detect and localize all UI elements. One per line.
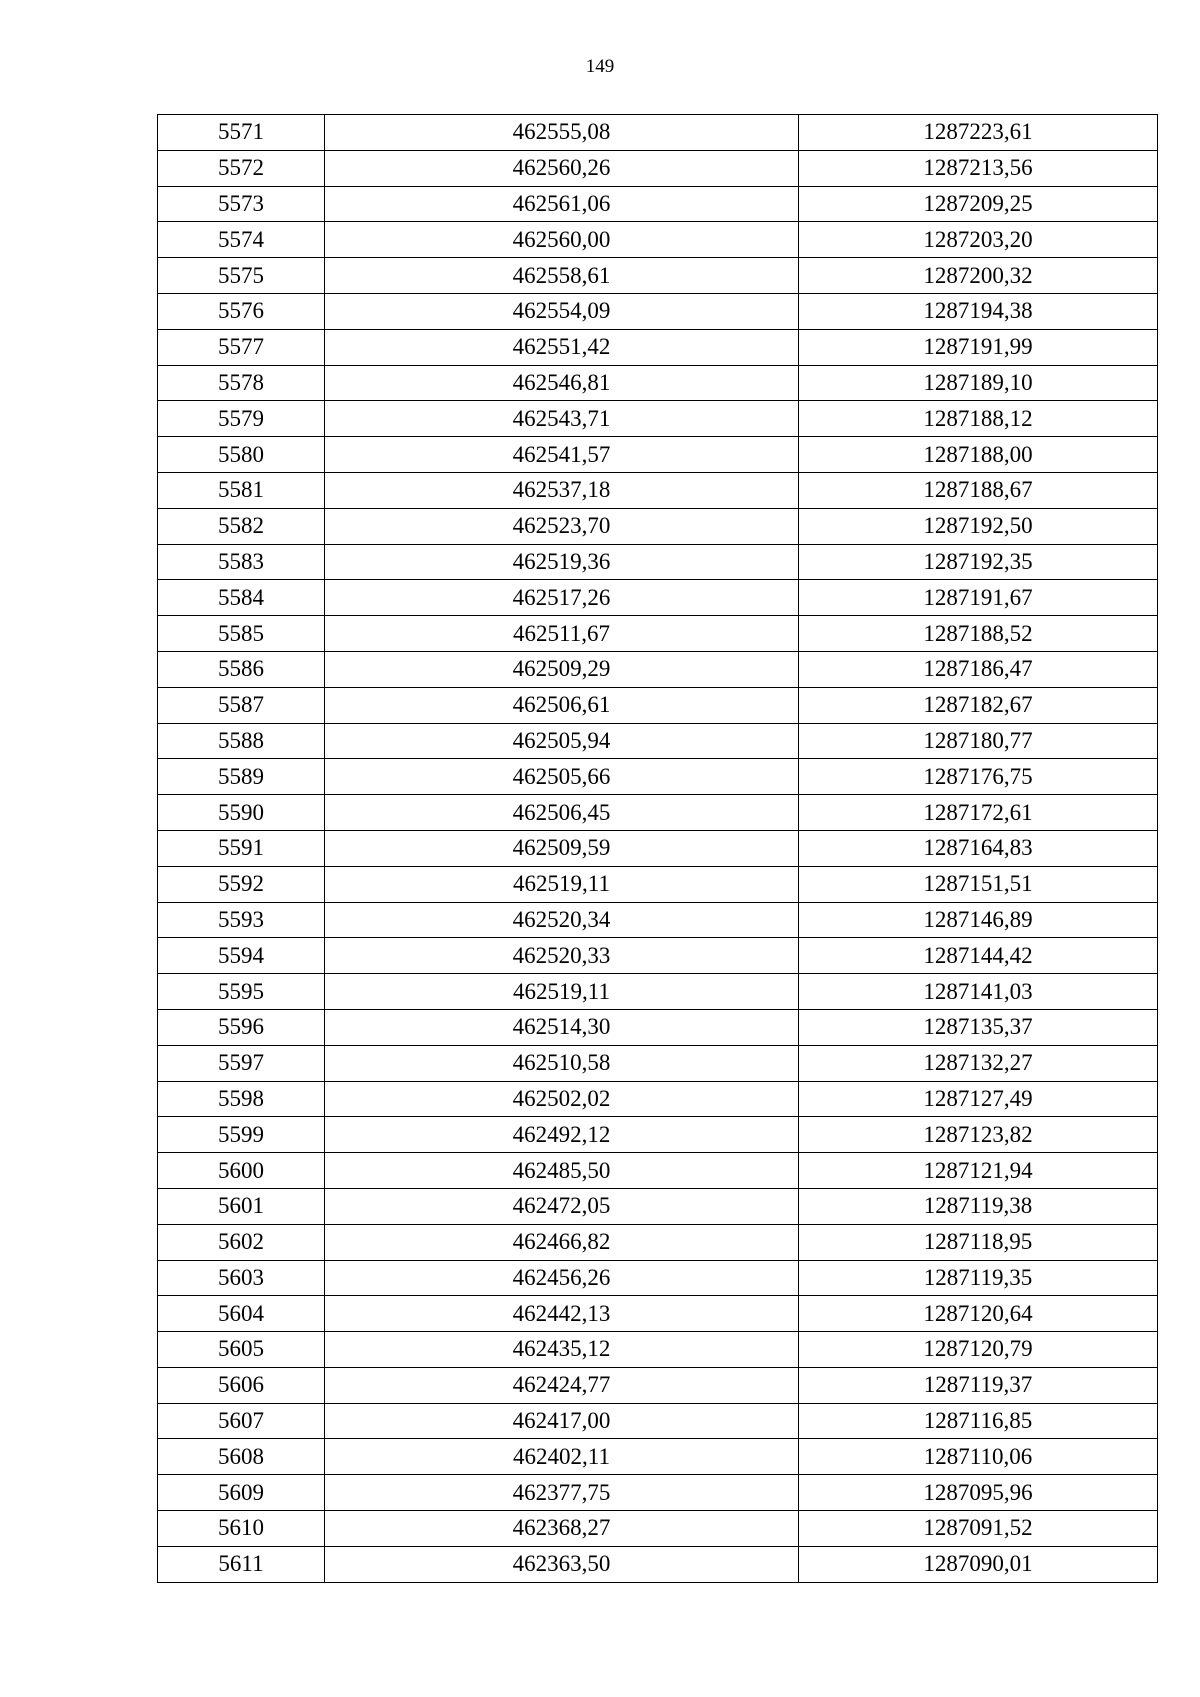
point-number-cell: 5602 [158,1224,325,1260]
y-coordinate-cell: 1287132,27 [799,1045,1158,1081]
table-row [158,1511,1158,1547]
y-coordinate-cell: 1287119,38 [799,1188,1158,1224]
point-number-cell: 5577 [158,329,325,365]
point-number-cell: 5604 [158,1296,325,1332]
y-coordinate-cell: 1287110,06 [799,1439,1158,1475]
y-coordinate-cell: 1287120,64 [799,1296,1158,1332]
point-number-cell: 5606 [158,1367,325,1403]
table-row [158,1117,1158,1153]
page-number: 149 [585,56,615,77]
x-coordinate-cell: 462519,11 [325,974,799,1010]
y-coordinate-cell: 1287188,12 [799,401,1158,437]
table-row [158,1260,1158,1296]
x-coordinate-cell: 462363,50 [325,1546,799,1582]
y-coordinate-cell: 1287180,77 [799,723,1158,759]
point-number-cell: 5605 [158,1332,325,1368]
table-row [158,1045,1158,1081]
point-number-cell: 5581 [158,472,325,508]
y-coordinate-cell: 1287188,67 [799,472,1158,508]
point-number-cell: 5596 [158,1009,325,1045]
x-coordinate-cell: 462560,26 [325,150,799,186]
table-row [158,1332,1158,1368]
x-coordinate-cell: 462424,77 [325,1367,799,1403]
point-number-cell: 5573 [158,186,325,222]
point-number-cell: 5579 [158,401,325,437]
table-row [158,1188,1158,1224]
point-number-cell: 5607 [158,1403,325,1439]
point-number-cell: 5578 [158,365,325,401]
table-row [158,186,1158,222]
point-number-cell: 5591 [158,830,325,866]
point-number-cell: 5593 [158,902,325,938]
x-coordinate-cell: 462509,29 [325,651,799,687]
x-coordinate-cell: 462554,09 [325,293,799,329]
table-row [158,902,1158,938]
point-number-cell: 5580 [158,437,325,473]
x-coordinate-cell: 462520,34 [325,902,799,938]
x-coordinate-cell: 462492,12 [325,1117,799,1153]
table-row [158,651,1158,687]
table-row [158,1009,1158,1045]
point-number-cell: 5574 [158,222,325,258]
x-coordinate-cell: 462510,58 [325,1045,799,1081]
y-coordinate-cell: 1287223,61 [799,115,1158,151]
y-coordinate-cell: 1287186,47 [799,651,1158,687]
table-row [158,293,1158,329]
point-number-cell: 5611 [158,1546,325,1582]
x-coordinate-cell: 462543,71 [325,401,799,437]
point-number-cell: 5584 [158,580,325,616]
table-row [158,795,1158,831]
point-number-cell: 5575 [158,258,325,294]
table-row [158,1403,1158,1439]
table-row [158,437,1158,473]
table-row [158,616,1158,652]
y-coordinate-cell: 1287144,42 [799,938,1158,974]
table-row [158,830,1158,866]
x-coordinate-cell: 462506,61 [325,687,799,723]
table-row [158,1475,1158,1511]
table-row [158,1224,1158,1260]
x-coordinate-cell: 462506,45 [325,795,799,831]
point-number-cell: 5592 [158,866,325,902]
y-coordinate-cell: 1287135,37 [799,1009,1158,1045]
point-number-cell: 5583 [158,544,325,580]
x-coordinate-cell: 462505,66 [325,759,799,795]
point-number-cell: 5594 [158,938,325,974]
table-row [158,472,1158,508]
table-row [158,222,1158,258]
point-number-cell: 5610 [158,1511,325,1547]
point-number-cell: 5586 [158,651,325,687]
x-coordinate-cell: 462377,75 [325,1475,799,1511]
y-coordinate-cell: 1287127,49 [799,1081,1158,1117]
table-row [158,1081,1158,1117]
table-row [158,365,1158,401]
table-row [158,759,1158,795]
y-coordinate-cell: 1287176,75 [799,759,1158,795]
y-coordinate-cell: 1287118,95 [799,1224,1158,1260]
table-row [158,544,1158,580]
x-coordinate-cell: 462466,82 [325,1224,799,1260]
x-coordinate-cell: 462555,08 [325,115,799,151]
point-number-cell: 5598 [158,1081,325,1117]
y-coordinate-cell: 1287164,83 [799,830,1158,866]
y-coordinate-cell: 1287188,00 [799,437,1158,473]
x-coordinate-cell: 462417,00 [325,1403,799,1439]
table-row [158,866,1158,902]
y-coordinate-cell: 1287151,51 [799,866,1158,902]
point-number-cell: 5585 [158,616,325,652]
y-coordinate-cell: 1287095,96 [799,1475,1158,1511]
y-coordinate-cell: 1287119,35 [799,1260,1158,1296]
x-coordinate-cell: 462551,42 [325,329,799,365]
point-number-cell: 5589 [158,759,325,795]
y-coordinate-cell: 1287182,67 [799,687,1158,723]
point-number-cell: 5572 [158,150,325,186]
y-coordinate-cell: 1287172,61 [799,795,1158,831]
x-coordinate-cell: 462511,67 [325,616,799,652]
y-coordinate-cell: 1287146,89 [799,902,1158,938]
y-coordinate-cell: 1287116,85 [799,1403,1158,1439]
point-number-cell: 5601 [158,1188,325,1224]
y-coordinate-cell: 1287192,50 [799,508,1158,544]
point-number-cell: 5590 [158,795,325,831]
table-row [158,508,1158,544]
point-number-cell: 5599 [158,1117,325,1153]
x-coordinate-cell: 462537,18 [325,472,799,508]
y-coordinate-cell: 1287209,25 [799,186,1158,222]
point-number-cell: 5576 [158,293,325,329]
x-coordinate-cell: 462546,81 [325,365,799,401]
point-number-cell: 5600 [158,1153,325,1189]
point-number-cell: 5597 [158,1045,325,1081]
point-number-cell: 5595 [158,974,325,1010]
table-row [158,687,1158,723]
table-row [158,329,1158,365]
y-coordinate-cell: 1287191,67 [799,580,1158,616]
x-coordinate-cell: 462502,02 [325,1081,799,1117]
x-coordinate-cell: 462456,26 [325,1260,799,1296]
y-coordinate-cell: 1287192,35 [799,544,1158,580]
point-number-cell: 5609 [158,1475,325,1511]
y-coordinate-cell: 1287188,52 [799,616,1158,652]
y-coordinate-cell: 1287090,01 [799,1546,1158,1582]
x-coordinate-cell: 462560,00 [325,222,799,258]
table-row [158,115,1158,151]
y-coordinate-cell: 1287091,52 [799,1511,1158,1547]
table-row [158,1296,1158,1332]
x-coordinate-cell: 462472,05 [325,1188,799,1224]
x-coordinate-cell: 462523,70 [325,508,799,544]
y-coordinate-cell: 1287213,56 [799,150,1158,186]
x-coordinate-cell: 462558,61 [325,258,799,294]
coordinates-table-body [158,115,1158,1583]
table-row [158,401,1158,437]
point-number-cell: 5571 [158,115,325,151]
y-coordinate-cell: 1287189,10 [799,365,1158,401]
table-row [158,1546,1158,1582]
table-row [158,258,1158,294]
x-coordinate-cell: 462561,06 [325,186,799,222]
y-coordinate-cell: 1287120,79 [799,1332,1158,1368]
x-coordinate-cell: 462514,30 [325,1009,799,1045]
y-coordinate-cell: 1287141,03 [799,974,1158,1010]
x-coordinate-cell: 462519,11 [325,866,799,902]
point-number-cell: 5608 [158,1439,325,1475]
y-coordinate-cell: 1287121,94 [799,1153,1158,1189]
table-row [158,1367,1158,1403]
table-row [158,150,1158,186]
x-coordinate-cell: 462541,57 [325,437,799,473]
y-coordinate-cell: 1287123,82 [799,1117,1158,1153]
x-coordinate-cell: 462442,13 [325,1296,799,1332]
point-number-cell: 5603 [158,1260,325,1296]
x-coordinate-cell: 462435,12 [325,1332,799,1368]
point-number-cell: 5587 [158,687,325,723]
x-coordinate-cell: 462402,11 [325,1439,799,1475]
table-row [158,938,1158,974]
table-row [158,1153,1158,1189]
point-number-cell: 5582 [158,508,325,544]
y-coordinate-cell: 1287200,32 [799,258,1158,294]
table-row [158,1439,1158,1475]
x-coordinate-cell: 462517,26 [325,580,799,616]
x-coordinate-cell: 462485,50 [325,1153,799,1189]
x-coordinate-cell: 462509,59 [325,830,799,866]
coordinates-table [157,114,1158,1583]
point-number-cell: 5588 [158,723,325,759]
table-row [158,974,1158,1010]
table-row [158,723,1158,759]
x-coordinate-cell: 462519,36 [325,544,799,580]
table-row [158,580,1158,616]
x-coordinate-cell: 462368,27 [325,1511,799,1547]
x-coordinate-cell: 462520,33 [325,938,799,974]
y-coordinate-cell: 1287191,99 [799,329,1158,365]
y-coordinate-cell: 1287119,37 [799,1367,1158,1403]
y-coordinate-cell: 1287194,38 [799,293,1158,329]
y-coordinate-cell: 1287203,20 [799,222,1158,258]
x-coordinate-cell: 462505,94 [325,723,799,759]
